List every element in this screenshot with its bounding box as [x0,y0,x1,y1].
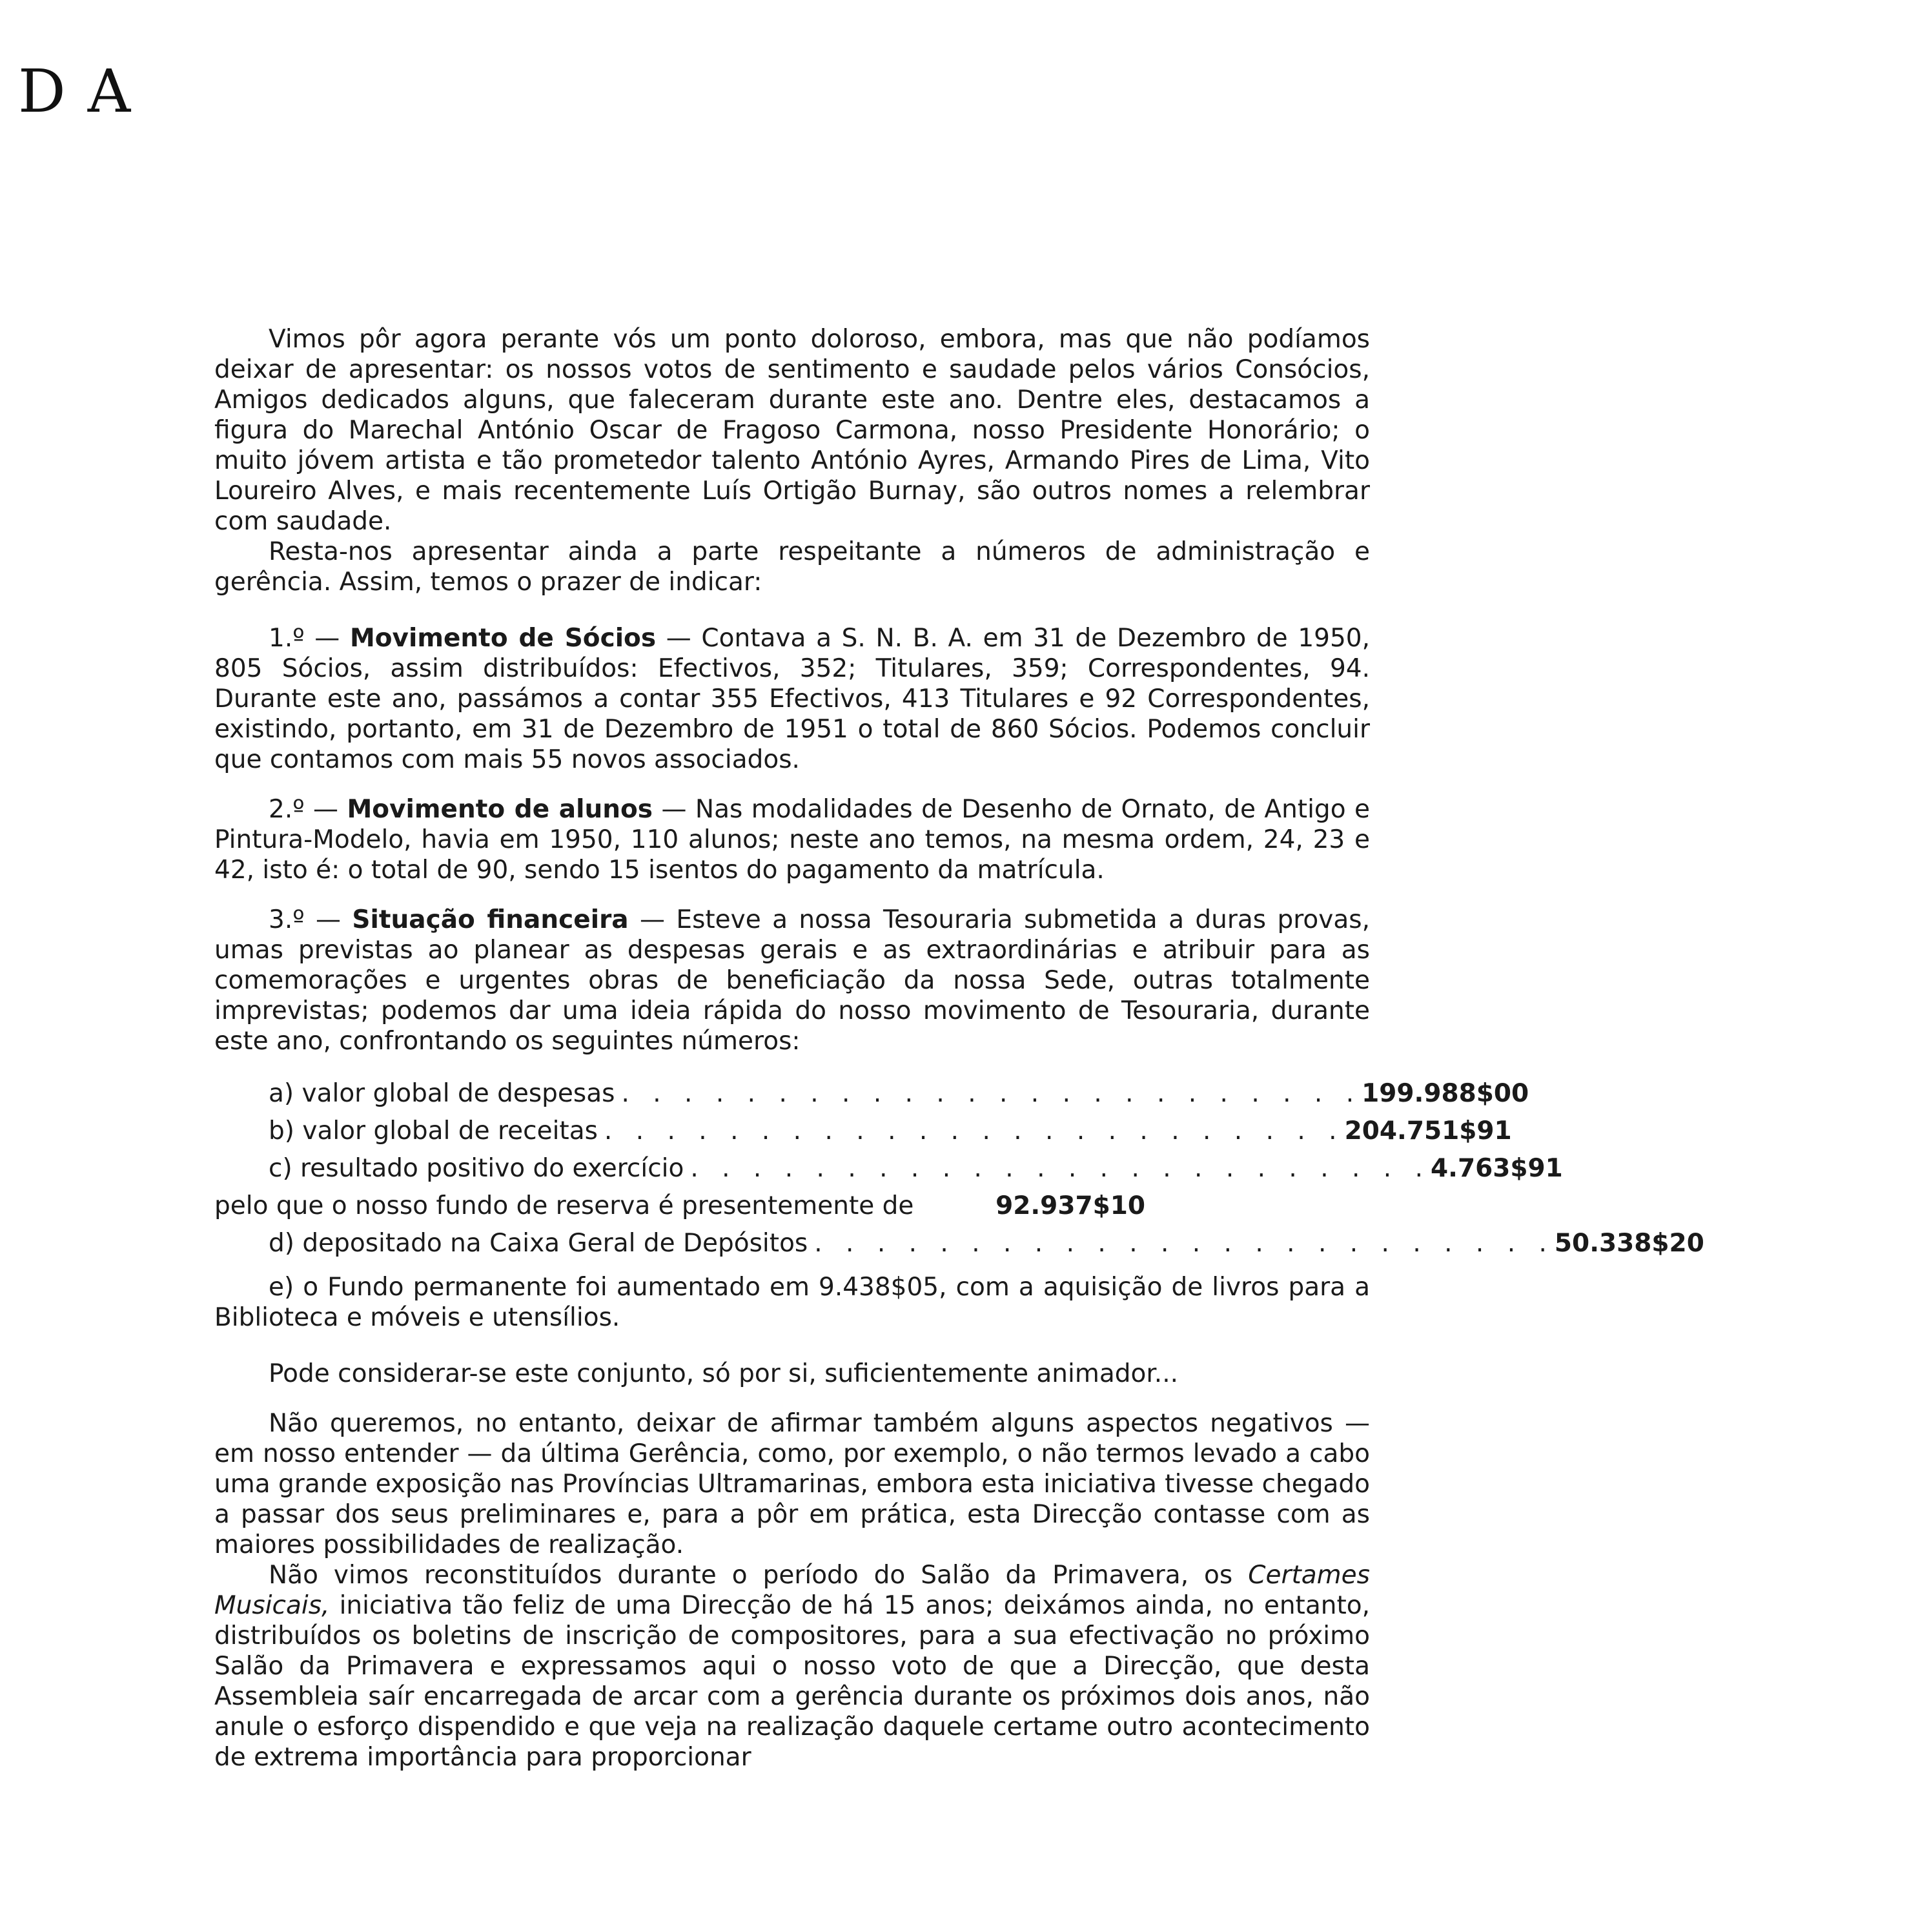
running-head [18,57,153,126]
ledger-value: 204.751$91 [1344,1116,1512,1146]
paragraph-intro-numbers: Resta-nos apresentar ainda a parte respeitante a números de administração e gerência. Assim, temos o prazer de indicar: [214,537,1370,597]
item-text: — Esteve a nossa Tesouraria submetida a duras provas, umas previstas ao planear as despesas gerais e as extraordinárias e atribuir para as comemorações e urgentes obras de beneficiação da nossa Sede, outras totalmente imprevistas; podemos dar uma ideia rápida do nosso movimento de Tesouraria, durante este ano, confrontando os seguintes números: [214,905,1370,1056]
ledger-row [214,1153,1563,1191]
ledger-label: c) resultado positivo do exercício [269,1154,684,1183]
ledger-value: 50.338$20 [1554,1229,1704,1258]
certames-text-b: iniciativa tão feliz de uma Direcção de há 15 anos; deixámos ainda, no entanto, distribuídos os boletins de inscrição de compositores, para a sua efectivação no próximo Salão da Primavera e expressamos aqui o nosso voto de que a Direcção, que desta Assembleia saír encarregada de arcar com a gerência durante os próximos dois anos, não anule o esforço dispendido e que veja na realização daquele certame outro acontecimento de extrema importância para proporcionar [214,1591,1370,1772]
ledger-label: d) depositado na Caixa Geral de Depósitos [269,1229,808,1258]
item-text: — Contava a S. N. B. A. em 31 de Dezembro de 1950, 805 Sócios, assim distribuídos: Efectivos, 352; Titulares, 359; Correspondentes, 94. Durante este ano, passámos a contar 355 Efectivos, 413 Titulares e 92 Correspondentes, existindo, portanto, em 31 de Dezembro de 1951 o total de 860 Sócios. Podemos concluir que contamos com mais 55 novos associados. [214,624,1370,774]
ledger-value: 199.988$00 [1362,1079,1529,1108]
ledger-row [214,1191,1370,1228]
ledger-label: a) valor global de despesas [269,1079,615,1108]
item-heading: Situação financeira [352,905,629,934]
item-text: — Nas modalidades de Desenho de Ornato, de Antigo e Pintura-Modelo, havia em 1950, 110 alunos; neste ano temos, na mesma ordem, 24, 23 e 42, isto é: o total de 90, sendo 15 isentos do pagamento da matrícula. [214,795,1370,885]
item-heading: Movimento de Sócios [349,624,657,653]
item-heading: Movimento de alunos [347,795,653,824]
item-number: 2.º — [269,795,339,824]
running-head-letter: D [18,57,88,126]
leader-dots: . . . . . . . . . . . . . . . . . . . . . . . . [814,1229,1555,1258]
ledger-row [214,1116,1512,1153]
item-number: 3.º — [269,905,341,934]
item-financeira [214,905,1370,1056]
ledger-row [214,1228,1704,1266]
paragraph-negativos: Não queremos, no entanto, deixar de afirmar também alguns aspectos negativos — em nosso entender — da última Gerência, como, por exemplo, o não termos levado a cabo uma grande exposição nas Províncias Ultramarinas, embora esta iniciativa tivesse chegado a passar dos seus preliminares e, para a pôr em prática, esta Direcção contasse com as maiores possibilidades de realização. [214,1409,1370,1559]
ledger-value: 4.763$91 [1431,1154,1563,1183]
ledger-label: b) valor global de receitas [269,1116,598,1146]
leader-dots: . . . . . . . . . . . . . . . . . . . . . . . . [621,1079,1362,1108]
item-socios [214,623,1370,775]
leader-dots: . . . . . . . . . . . . . . . . . . . . . . . . [604,1116,1345,1146]
ledger-item-e: e) o Fundo permanente foi aumentado em 9.438$05, com a aquisição de livros para a Biblioteca e móveis e utensílios. [214,1273,1370,1332]
page-body [214,324,1704,1773]
paragraph-certames [214,1560,1370,1773]
leader-dots: . . . . . . . . . . . . . . . . . . . . . . . . [690,1154,1431,1183]
ledger-value: 92.937$10 [995,1191,1145,1220]
paragraph-condolences: Vimos pôr agora perante vós um ponto doloroso, embora, mas que não podíamos deixar de apresentar: os nossos votos de sentimento e saudade pelos vários Consócios, Amigos dedicados alguns, que faleceram durante este ano. Dentre eles, destacamos a figura do Marechal António Oscar de Fragoso Carmona, nosso Presidente Honorário; o muito jóvem artista e tão prometedor talento António Ayres, Armando Pires de Lima, Vito Loureiro Alves, e mais recentemente Luís Ortigão Burnay, são outros nomes a relembrar com saudade. [214,325,1370,536]
certames-text-a: Não vimos reconstituídos durante o período do Salão da Primavera, os [269,1561,1233,1590]
running-head-letter: A [87,57,153,126]
item-alunos [214,794,1370,885]
financial-ledger [214,1078,1704,1333]
certames-italic: Certames Musicais, [214,1561,1370,1620]
item-number: 1.º — [269,624,340,653]
ledger-row [214,1078,1529,1116]
ledger-label: pelo que o nosso fundo de reserva é presentemente de [214,1191,914,1220]
paragraph-animador: Pode considerar-se este conjunto, só por si, suficientemente animador... [269,1359,1178,1388]
